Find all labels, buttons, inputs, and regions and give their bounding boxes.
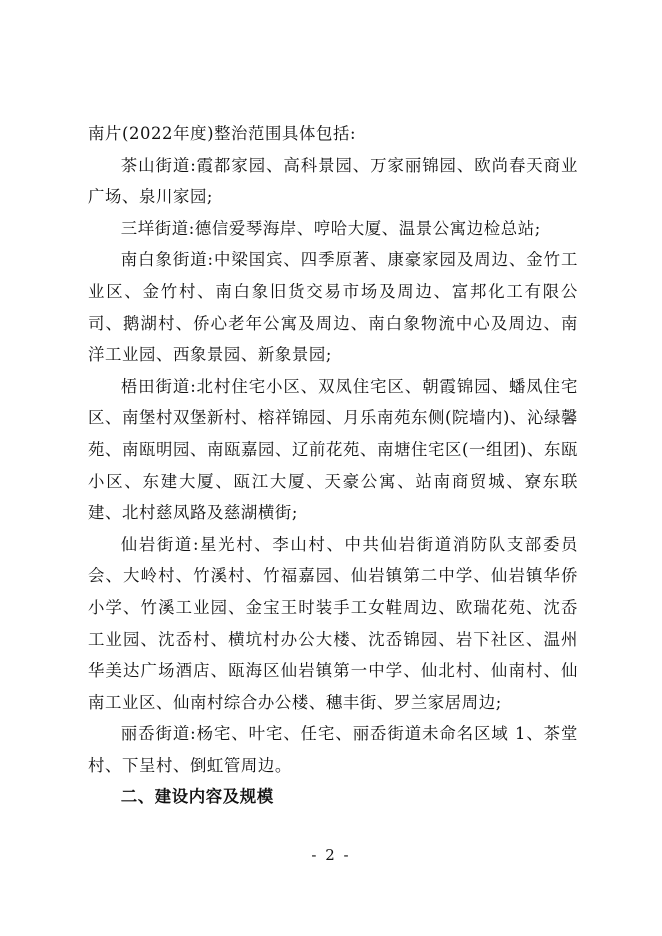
xianyan-street-paragraph: 仙岩街道:星光村、李山村、中共仙岩街道消防队支部委员会、大岭村、竹溪村、竹福嘉园、仙岩镇第二中学、仙岩镇华侨小学、竹溪工业园、金宝王时装手工女鞋周边、欧瑞花苑、沈岙工业园、沈岙村、横坑村办公大楼、沈岙锦园、岩下社区、温州华美达广场酒店、瓯海区仙岩镇第一中学、仙北村、仙南村、仙南工业区、仙南村综合办公楼、穗丰街、罗兰家居周边; [88,534,578,712]
chashan-street-paragraph: 茶山街道:霞都家园、高科景园、万家丽锦园、欧尚春天商业广场、泉川家园; [88,155,578,207]
nanbaixiang-street-paragraph: 南白象街道:中梁国宾、四季原著、康豪家园及周边、金竹工业区、金竹村、南白象旧货交易市场及周边、富邦化工有限公司、鹅湖村、侨心老年公寓及周边、南白象物流中心及周边、南洋工业园、西象景园、新象景园; [88,250,578,365]
page-number: - 2 - [311,846,351,864]
wutian-street-paragraph: 梧田街道:北村住宅小区、双凤住宅区、朝霞锦园、蟠凤住宅区、南堡村双堡新村、榕祥锦园、月乐南苑东侧(院墙内)、沁绿馨苑、南瓯明园、南瓯嘉园、辽前花苑、南塘住宅区(一组团)、东瓯小区、东建大厦、瓯江大厦、天豪公寓、站南商贸城、寮东联建、北村慈凤路及慈湖横街; [88,376,578,523]
document-body [88,118,578,813]
lishi-street-paragraph: 丽岙街道:杨宅、叶宅、任宅、丽岙街道未命名区域 1、茶堂村、下呈村、倒虹管周边。 [88,724,578,775]
intro-paragraph: 南片(2022年度)整治范围具体包括: [88,124,357,143]
sanyang-street-paragraph: 三垟街道:德信爱琴海岸、哼哈大厦、温景公寓边检总站; [120,218,541,238]
section-heading: 二、建设内容及规模 [120,787,274,807]
